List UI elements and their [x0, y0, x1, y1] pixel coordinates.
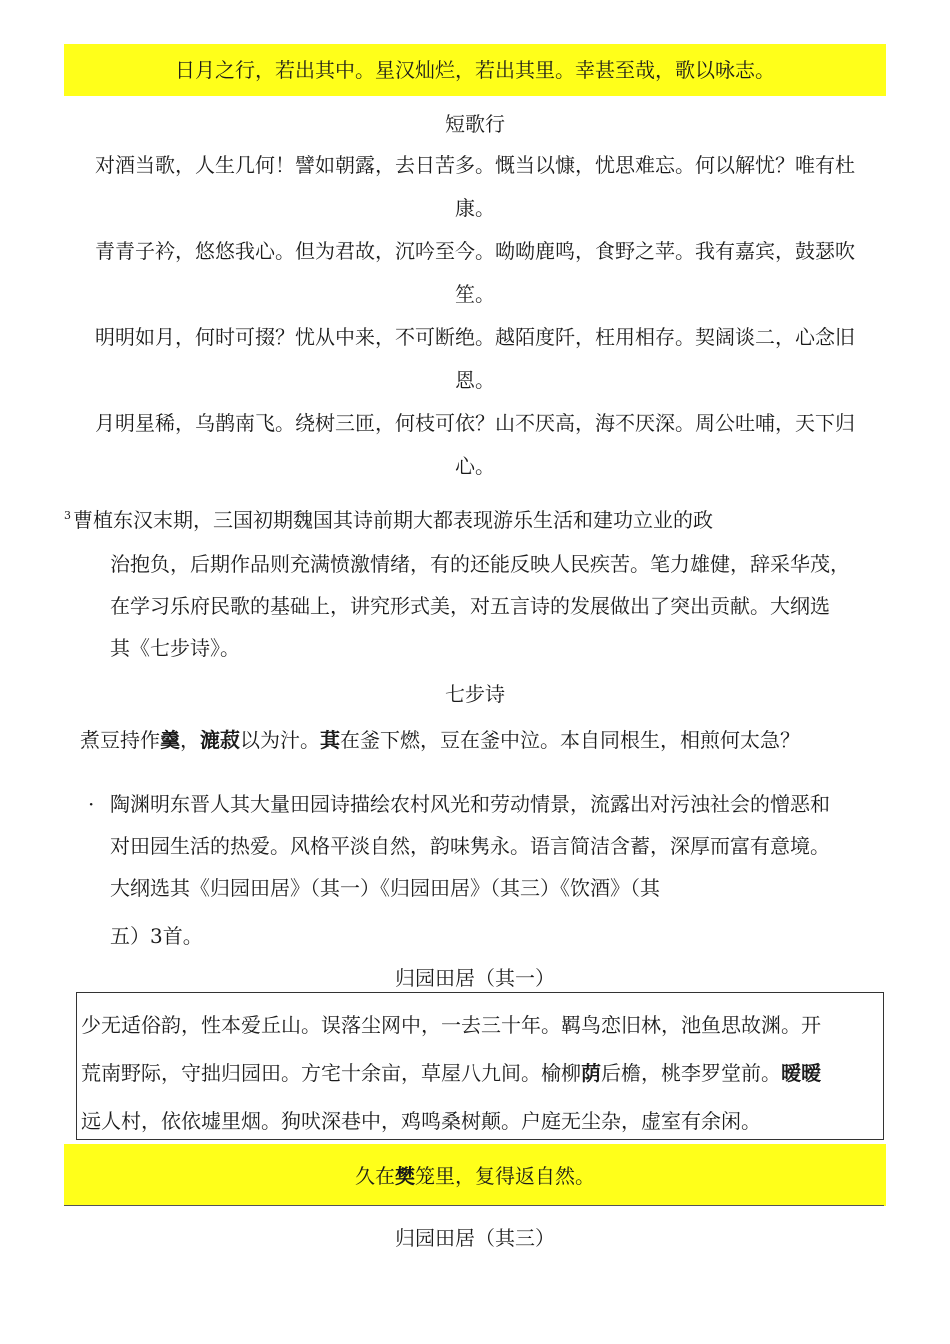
top-banner-text: 日月之行，若出其中。星汉灿烂，若出其里。幸甚至哉，歌以咏志。	[175, 58, 775, 82]
guiyuan-1-line-1: 少无适俗韵，性本爱丘山。误落尘网中，一去三十年。羁鸟恋旧林，池鱼思故渊。开	[81, 1013, 821, 1037]
duange-stanza-3-tail: 恩。	[455, 368, 495, 392]
caozhi-paragraph-line-2: 治抱负，后期作品则充满愤激情绪，有的还能反映人民疾苦。笔力雄健，辞采华茂，	[110, 552, 850, 576]
caozhi-paragraph-line-4: 其《七步诗》。	[110, 636, 240, 660]
poem-title-duange: 短歌行	[445, 112, 505, 136]
bullet-marker: ·	[88, 792, 95, 816]
duange-stanza-1-tail: 康。	[455, 196, 495, 220]
duange-stanza-4-tail: 心。	[455, 454, 495, 478]
guiyuan-1-line-3: 远人村，依依墟里烟。狗吠深巷中，鸡鸣桑树颠。户庭无尘杂，虚室有余闲。	[81, 1109, 761, 1133]
guiyuan-1-line-2: 荒南野际，守拙归园田。方宅十余亩，草屋八九间。榆柳荫后檐，桃李罗堂前。暧暧	[81, 1061, 821, 1085]
poem-title-guiyuan-3: 归园田居（其三）	[395, 1226, 555, 1250]
poem-title-qibushi: 七步诗	[445, 682, 505, 706]
duange-stanza-2-tail: 笙。	[455, 282, 495, 306]
top-highlight-banner	[64, 44, 886, 96]
caozhi-paragraph-line-1: $^3$ 曹植东汉末期，三国初期魏国其诗前期大都表现游乐生活和建功立业的政	[64, 508, 713, 532]
divider-rule	[64, 1205, 884, 1206]
footnote-marker: 3	[64, 509, 71, 522]
caozhi-paragraph-line-3: 在学习乐府民歌的基础上，讲究形式美，对五言诗的发展做出了突出贡献。大纲选	[110, 594, 830, 618]
duange-stanza-4-line: 月明星稀，乌鹊南飞。绕树三匝，何枝可依？山不厌高，海不厌深。周公吐哺，天下归	[95, 411, 855, 435]
taoyuanming-paragraph-line-3: 大纲选其《归园田居》（其一）《归园田居》（其三）《饮酒》（其	[110, 876, 660, 900]
taoyuanming-paragraph-line-2: 对田园生活的热爱。风格平淡自然，韵味隽永。语言简洁含蓄，深厚而富有意境。	[110, 834, 830, 858]
duange-stanza-1-line: 对酒当歌，人生几何！譬如朝露，去日苦多。慨当以慷，忧思难忘。何以解忧？唯有杜	[95, 153, 855, 177]
duange-stanza-3-line: 明明如月，何时可掇？忧从中来，不可断绝。越陌度阡，枉用相存。契阔谈二，心念旧	[95, 325, 855, 349]
taoyuanming-paragraph-line-1: · 陶渊明东晋人其大量田园诗描绘农村风光和劳动情景，流露出对污浊社会的憎恶和	[88, 792, 830, 816]
poem-title-guiyuan-1: 归园田居（其一）	[395, 966, 555, 990]
bottom-highlight-banner: 久在樊笼里，复得返自然。	[64, 1144, 886, 1206]
taoyuanming-paragraph-line-4: 五）3首。	[110, 924, 203, 948]
guiyuan-1-boxed-text	[76, 992, 884, 1140]
duange-stanza-2-line: 青青子衿，悠悠我心。但为君故，沉吟至今。呦呦鹿鸣，食野之苹。我有嘉宾，鼓瑟吹	[95, 239, 855, 263]
qibushi-text: 煮豆持作羹，漉菽以为汁。萁在釜下燃，豆在釜中泣。本自同根生，相煎何太急？	[80, 728, 800, 752]
